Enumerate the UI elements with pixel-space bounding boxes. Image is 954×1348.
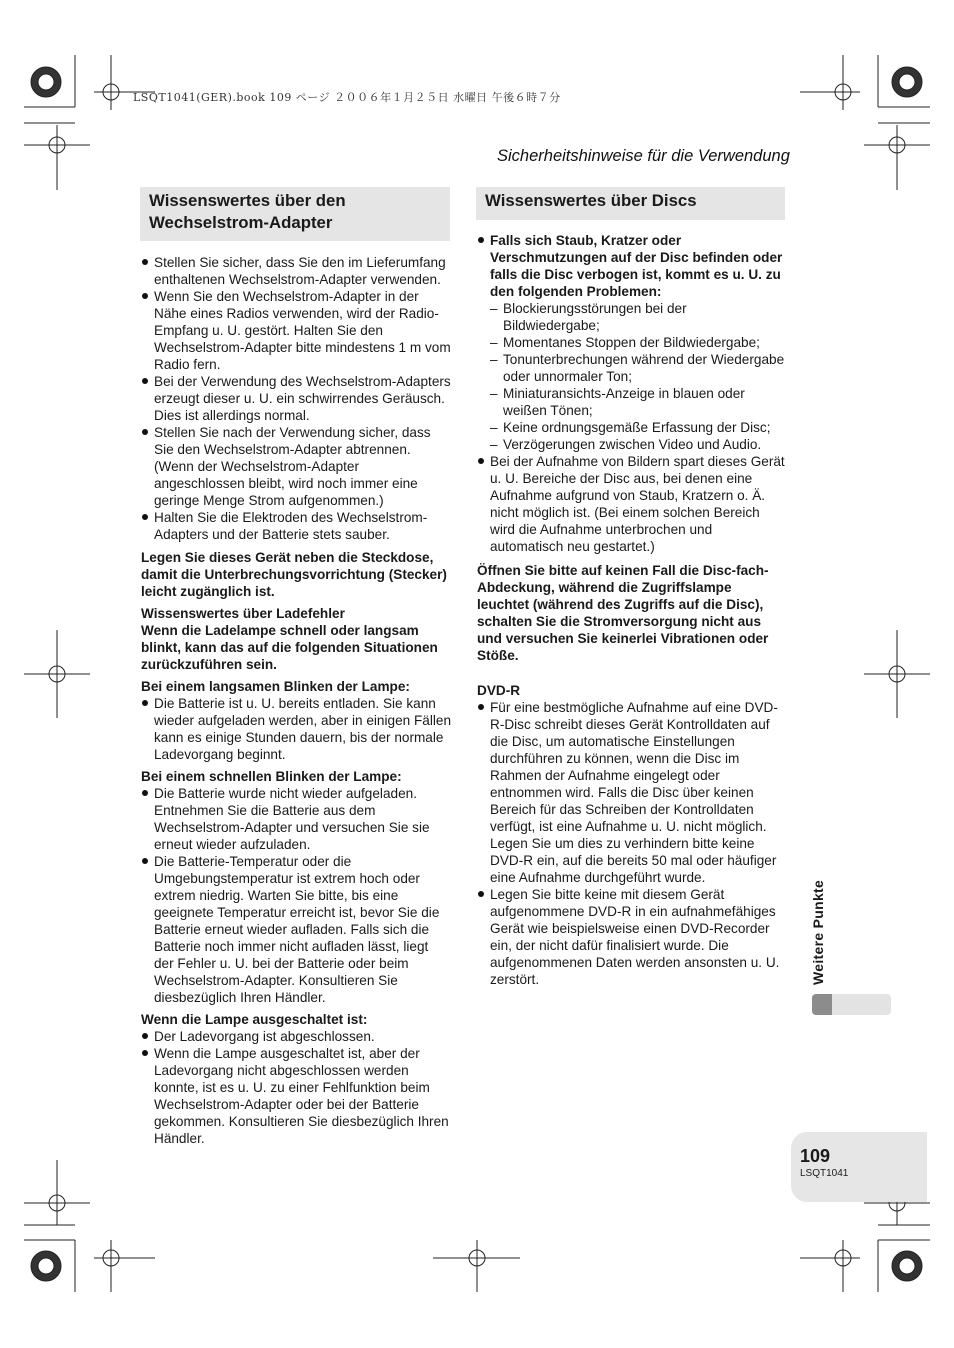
list-item: Legen Sie bitte keine mit diesem Gerät aufgenommene DVD-R in ein aufnahmefähiges Gerät wie beispielsweise einen DVD-Recorder ein, der nicht dafür finalisiert wurde. Die aufgenommenen Daten werden ansonsten u. U. zerstört. xyxy=(477,886,787,988)
list-item: Für eine bestmögliche Aufnahme auf eine DVD-R-Disc schreibt dieses Gerät Kontrolldaten auf die Disc, um automatische Einstellungen durchführen zu können, wenn die Disc im Rahmen der Aufnahme eingelegt oder entnommen wird. Falls die Disc über keinen Bereich für das Schreiben der Kontrolldaten verfügt, ist eine Aufnahme u. U. nicht möglich. Legen Sie um dies zu verhindern bitte keine DVD-R ein, auf die bereits 50 mal oder häufiger eine Aufnahme durchgeführt wurde. xyxy=(477,699,787,886)
right-column xyxy=(477,187,787,988)
section-heading-ac-adapter: Wissenswertes über den Wechselstrom-Adapter xyxy=(140,187,450,241)
list-item: – Momentanes Stoppen der Bildwiedergabe; xyxy=(477,334,787,351)
list-item: – Tonunterbrechungen während der Wiedergabe oder unnormaler Ton; xyxy=(477,351,787,385)
running-head: Sicherheitshinweise für die Verwendung xyxy=(497,147,790,165)
lamp-off-heading: Wenn die Lampe ausgeschaltet ist: xyxy=(141,1012,368,1027)
ac-adapter-list xyxy=(141,254,451,543)
list-item: Bei der Verwendung des Wechselstrom-Adapters erzeugt dieser u. U. ein schwirrendes Geräusch. Dies ist allerdings normal. xyxy=(141,373,451,424)
page-number-tab xyxy=(791,1132,927,1202)
list-item: Die Batterie-Temperatur oder die Umgebungstemperatur ist extrem hoch oder extrem niedrig. Warten Sie bitte, bis eine geeignete Temperatur erreicht ist, bevor Sie die Batterie erneut wieder aufladen. Falls sich die Batterie noch immer nicht aufladen lässt, liegt der Fehler u. U. bei der Batterie oder beim Wechselstrom-Adapter. Konsultieren Sie diesbezüglich Ihren Händler. xyxy=(141,853,451,1006)
disc-cover-warning: Öffnen Sie bitte auf keinen Fall die Disc-fach-Abdeckung, während die Zugriffslampe leuchtet (während des Zugriffs auf die Disc), schalten Sie die Stromversorgung nicht aus und versuchen Sie keinerlei Vibrationen oder Stöße. xyxy=(477,563,769,663)
list-item: Falls sich Staub, Kratzer oder Verschmutzungen auf der Disc befinden oder falls die Disc verbogen ist, kommt es u. U. zu den folgenden Problemen: xyxy=(477,232,787,300)
dvdr-list xyxy=(477,699,787,988)
list-item: Die Batterie ist u. U. bereits entladen. Sie kann wieder aufgeladen werden, aber in einigen Fällen kann es einige Stunden dauern, bis der normale Ladevorgang beginnt. xyxy=(141,695,451,763)
side-tab-marker xyxy=(812,994,832,1015)
print-info-line: LSQT1041(GER).book 109 ページ ２００６年１月２５日 水曜日 午後６時７分 xyxy=(133,91,561,104)
list-item: Der Ladevorgang ist abgeschlossen. xyxy=(141,1028,451,1045)
charge-error-title: Wissenswertes über Ladefehler xyxy=(141,606,345,621)
list-item: Wenn Sie den Wechselstrom-Adapter in der Nähe eines Radios verwenden, wird der Radio-Empfang u. U. gestört. Halten Sie den Wechselstrom-Adapter bitte mindestens 1 m vom Radio fern. xyxy=(141,288,451,373)
list-item: – Miniaturansichts-Anzeige in blauen oder weißen Tönen; xyxy=(477,385,787,419)
list-item: – Verzögerungen zwischen Video und Audio. xyxy=(477,436,787,453)
fast-blink-heading: Bei einem schnellen Blinken der Lampe: xyxy=(141,769,402,784)
socket-note: Legen Sie dieses Gerät neben die Steckdose, damit die Unterbrechungsvorrichtung (Stecker) leicht zugänglich ist. xyxy=(141,550,447,599)
list-item: Stellen Sie sicher, dass Sie den im Lieferumfang enthaltenen Wechselstrom-Adapter verwenden. xyxy=(141,254,451,288)
list-item: Die Batterie wurde nicht wieder aufgeladen. Entnehmen Sie die Batterie aus dem Wechselstrom-Adapter und versuchen Sie sie erneut wieder aufzuladen. xyxy=(141,785,451,853)
disc-record-list xyxy=(477,453,787,555)
list-item: Halten Sie die Elektroden des Wechselstrom-Adapters und der Batterie stets sauber. xyxy=(141,509,451,543)
list-item: Stellen Sie nach der Verwendung sicher, dass Sie den Wechselstrom-Adapter abtrennen. (Wenn der Wechselstrom-Adapter angeschlossen bleibt, wird noch immer eine geringe Menge Strom aufgenommen.) xyxy=(141,424,451,509)
disc-list xyxy=(477,232,787,300)
slow-blink-heading: Bei einem langsamen Blinken der Lampe: xyxy=(141,679,410,694)
left-column xyxy=(141,187,451,1147)
dvdr-heading: DVD-R xyxy=(477,683,521,698)
list-item: – Blockierungsstörungen bei der Bildwiedergabe; xyxy=(477,300,787,334)
side-section-label: Weitere Punkte xyxy=(810,879,826,985)
lamp-off-list xyxy=(141,1028,451,1147)
section-heading-discs: Wissenswertes über Discs xyxy=(476,187,785,220)
slow-blink-list xyxy=(141,695,451,763)
disc-problem-list xyxy=(477,300,787,453)
list-item: Wenn die Lampe ausgeschaltet ist, aber der Ladevorgang nicht abgeschlossen werden konnte, ist es u. U. zu einer Fehlfunktion beim Wechselstrom-Adapter oder bei der Batterie gekommen. Konsultieren Sie diesbezüglich Ihren Händler. xyxy=(141,1045,451,1147)
list-item: Bei der Aufnahme von Bildern spart dieses Gerät u. U. Bereiche der Disc aus, bei denen eine Aufnahme aufgrund von Staub, Kratzern o. Ä. nicht möglich ist. (Bei einem solchen Bereich wird die Aufnahme unterbrochen und automatisch neu gestartet.) xyxy=(477,453,787,555)
page-number: 109 xyxy=(800,1146,831,1166)
page-code: LSQT1041 xyxy=(800,1168,849,1179)
list-item: – Keine ordnungsgemäße Erfassung der Disc; xyxy=(477,419,787,436)
fast-blink-list xyxy=(141,785,451,1006)
charge-error-intro: Wenn die Ladelampe schnell oder langsam blinkt, kann das auf die folgenden Situationen zurückzuführen sein. xyxy=(141,623,438,672)
